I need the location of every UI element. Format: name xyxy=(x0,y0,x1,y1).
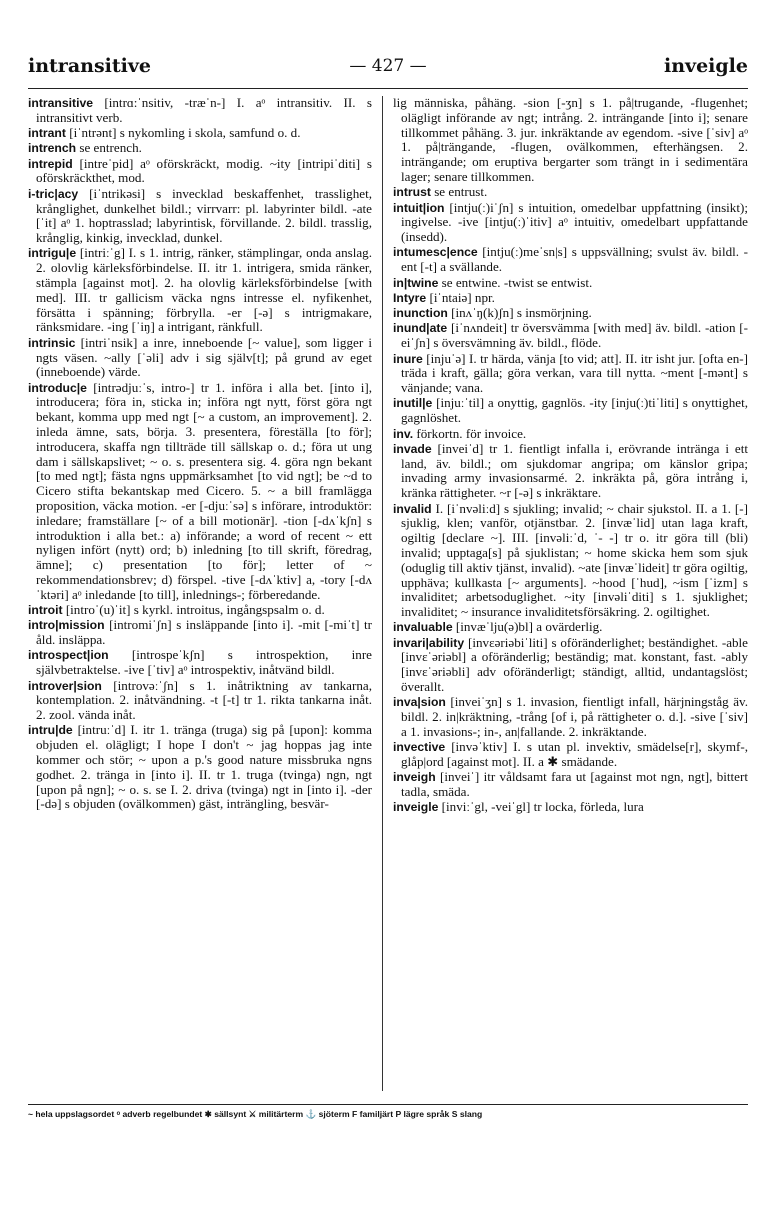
dictionary-entry xyxy=(393,740,748,770)
left-column xyxy=(28,96,372,1094)
dictionary-entry xyxy=(28,187,372,246)
entry-definition: [introspeˈkʃn] s introspektion, inre självbetraktelse. -ive [ˈtiv] aᵒ introspektiv, inåtvänd bildl. xyxy=(36,647,372,678)
dictionary-entry xyxy=(393,352,748,396)
dictionary-entry xyxy=(393,770,748,800)
entry-definition: [intriːˈg] I. s 1. intrig, ränker, stämplingar, onda anslag. 2. olovlig kärleksförbindelse. II. itr 1. intrigera, smida ränker, stämpla [against mot]. 2. ha olovlig kärleksförbindelse [with med]. III. tr gallicism väcka ngns intresse el. nyfikenhet, försätta i spänning; förbrylla. -er [-ə] s intrigmakare, ränksmidare. -ing [ˈiŋ] a intrigant, ränkfull. xyxy=(36,245,372,335)
entry-definition: se entrench. xyxy=(79,140,142,156)
dictionary-entry xyxy=(28,157,372,187)
entry-headword: inure xyxy=(393,351,423,366)
entry-headword: intro|mission xyxy=(28,618,105,633)
dictionary-entry xyxy=(393,291,748,306)
entry-headword: intrepid xyxy=(28,156,73,171)
entry-definition: [injuˈə] I. tr härda, vänja [to vid; att]. II. itr isht jur. [ofta en-] träda i kraft, gälla; göra verkan, vara till nytta. ~ment [-mənt] s vänjande; vana. xyxy=(401,350,748,396)
dictionary-entry xyxy=(393,427,748,442)
entry-definition: [introvəːˈʃn] s 1. inåtriktning av tankarna, kontemplation. 2. inåtvändning. -t [-t] tr 1. rikta tankarna inåt. 2. zool. vända inåt. xyxy=(36,677,372,723)
entry-headword: inva|sion xyxy=(393,695,446,710)
dictionary-entry xyxy=(28,381,372,603)
dictionary-entry xyxy=(28,141,372,156)
entry-headword: invective xyxy=(393,740,446,755)
entry-headword: Intyre xyxy=(393,290,427,305)
dictionary-entry xyxy=(393,442,748,501)
dictionary-entry xyxy=(393,201,748,245)
dictionary-entry xyxy=(393,396,748,426)
entry-definition: [intruːˈd] I. itr 1. tränga (truga) sig på [upon]: komma objuden el. olägligt; I hope I don't ~ jag hoppas jag inte kommer och stör; ~ upon a p.'s good nature missbruka ngns godhet. 2. tränga in [into i]. II. tr 1. truga (tvinga) ngn, ngt [upon på ngn]; ~ o. s. se I. 2. driva (tvinga) ngt in [into i]. -der [-də] s objuden (ovälkommen) gäst, inträngling, besvär- xyxy=(36,722,372,812)
header-last-word: inveigle xyxy=(664,55,748,77)
entry-headword: intrant xyxy=(28,126,66,141)
entry-definition: [invæˈlju(ə)bl] a ovärderlig. xyxy=(455,619,603,635)
dictionary-entry xyxy=(393,636,748,695)
page-header xyxy=(28,55,748,83)
entry-headword: intumesc|ence xyxy=(393,245,478,260)
entry-headword: intrust xyxy=(393,185,431,200)
entry-headword: intuit|ion xyxy=(393,200,445,215)
entry-definition: [invəˈktiv] I. s utan pl. invektiv, smädelse[r], skymf-, glåp|ord [against mot]. II. a ✱ smädande. xyxy=(401,739,748,770)
entry-headword: inutil|e xyxy=(393,396,433,411)
dictionary-entry xyxy=(28,603,372,618)
header-rule xyxy=(28,88,748,89)
entry-definition: [intrədjuːˈs, intro-] tr 1. införa i alla bet. [into i], introducera; föra in, sticka in; införa ngt nytt, först göra ngt bekant, komma upp med ngt [~ a custom, an improvement]. 2. inleda ämne, sats, börja. 3. presentera, föreställa [to för]; introducera, skaffa ngn tillträde till sällskap o. d.; föra ut ung dam i sällskapslivet; ~ o. s. presentera sig. 4. göra ngn bekant [to med ngt]; fästa ngns uppmärksamhet [to vid ngt]; be ~d to Cicero stifta bekantskap med Cicero. 5. ~ a bill framlägga proposition, väcka motion. -er [-djuːˈsə] s införare, introduktör: inledare; framställare [~ of a bill motionär]. -tion [-dʌˈkʃn] s introduktion i alla bet.: a) införande; a word of recent ~ ett nyligen infört (nytt) ord; b) inledning [to till skrift, föredrag, ämne]; c) presentation [to för]; letter of ~ rekommendationsbrev; d) förspel. -tive [-dʌˈktiv] a, -tory [-dʌˈktəri] aᵒ inledande [to till], inlednings-; förberedande. xyxy=(36,379,372,602)
entry-definition: [intju(ː)iˈʃn] s intuition, omedelbar uppfattning (insikt); ingivelse. -ive [intju(ː)ˈitiv] aᵒ intuitiv, omedelbart uppfattande (insedd). xyxy=(401,199,748,245)
dictionary-entry xyxy=(393,245,748,275)
entry-definition: [introˈ(u)ˈit] s kyrkl. introitus, ingångspsalm o. d. xyxy=(65,602,325,618)
dictionary-entry xyxy=(28,336,372,380)
right-column xyxy=(393,96,748,1094)
dictionary-entry xyxy=(28,648,372,678)
entry-headword: introspect|ion xyxy=(28,648,109,663)
entry-headword: inund|ate xyxy=(393,321,448,336)
entry-definition: [iˈntaiə] npr. xyxy=(429,289,495,305)
entry-definition: [iˈnʌndeit] tr översvämma [with med] äv. bildl. -ation [-eiˈʃn] s översvämning äv. bildl., flöde. xyxy=(401,320,748,351)
entry-headword: introduc|e xyxy=(28,380,87,395)
dictionary-entry xyxy=(393,800,748,815)
dictionary-entry xyxy=(393,620,748,635)
dictionary-entry xyxy=(28,679,372,723)
entry-definition: [intriˈnsik] a inre, inneboende [~ value], som ligger i ngts väsen. ~ally [ˈəli] adv i sig själv[t]; på grund av eget (inneboende) värde. xyxy=(36,334,372,380)
dictionary-entry xyxy=(393,96,748,185)
entry-headword: intransitive xyxy=(28,96,94,110)
entry-headword: inveigh xyxy=(393,770,436,785)
dictionary-entry xyxy=(28,618,372,648)
entry-definition: [inʌˈŋ(k)ʃn] s insmörjning. xyxy=(451,305,592,321)
column-divider xyxy=(382,96,383,1091)
entry-headword: introit xyxy=(28,603,63,618)
entry-definition: [iˈntrənt] s nykomling i skola, samfund o. d. xyxy=(69,125,301,141)
entry-headword: inveigle xyxy=(393,800,439,815)
entry-headword: invalid xyxy=(393,501,432,516)
abbreviation-legend: ~ hela uppslagsordet ᵒ adverb regelbundet ✱ sällsynt ⚔ militärterm ⚓ sjöterm F familjärt P lägre språk S slang xyxy=(28,1104,748,1120)
entry-headword: in|twine xyxy=(393,275,439,290)
entry-definition: förkortn. för invoice. xyxy=(416,425,527,441)
dictionary-entry xyxy=(393,321,748,351)
entry-definition: se entwine. -twist se entwist. xyxy=(441,274,593,290)
entry-definition: [intromiˈʃn] s insläppande [into i]. -mit [-miˈt] tr åld. insläppa. xyxy=(36,617,372,648)
entry-definition: se entrust. xyxy=(434,184,488,200)
dictionary-entry xyxy=(393,695,748,739)
dictionary-entry xyxy=(28,126,372,141)
entry-definition: [inveiˈʒn] s 1. invasion, fientligt infall, härjningståg äv. bildl. 2. in|kräktning, -trång [of i, på rättigheter o. d.]. -sive [ˈsiv] a 1. invasions-; in-, an|fallande. 2. inkräktande. xyxy=(401,694,748,739)
dictionary-entry xyxy=(393,185,748,200)
header-first-word: intransitive xyxy=(28,55,151,77)
entry-definition: [inveiˈd] tr 1. fientligt infalla i, erövrande intränga i ett land, äv. bildl.; om sjukdomar angripa; om känslor gripa; invading army invasionsarmé. 2. inkräkta på, göra intrång i, kränka rättigheter. ~r [-ə] s inkräktare. xyxy=(401,440,748,501)
entry-definition: [inviːˈgl, -veiˈgl] tr locka, förleda, lura xyxy=(441,799,644,815)
entry-definition: I. [iˈnvəliːd] s sjukling; invalid; ~ chair sjukstol. II. a 1. [-] sjuklig, klen; vanför, otjänstbar. 2. [invæˈlid] utan laga kraft, ogiltig [declare ~]. III. [invəliːˈd, ˈ- -] tr o. itr göra till (bli) invalid; upptaga[s] på sjuklistan; ~ home skicka hem som sjuk (oduglig till aktiv tjänst, invalid). ~ate [invæˈlideit] tr göra ogiltig, upphäva; kullkasta [~ arguments]. ~hood [ˈhud], ~ism [ˈizm] s invaliditet; arbetsoduglighet. ~ity [invəliˈditi] s 1. sjuklighet; invaliditet; ~ insurance invaliditetsförsäkring. 2. ogiltighet. xyxy=(401,500,748,620)
dictionary-entry xyxy=(393,502,748,620)
entry-headword: invari|ability xyxy=(393,635,465,650)
dictionary-entry xyxy=(28,96,372,126)
entry-definition: [inveiˈ] itr våldsamt fara ut [against mot ngn, ngt], bittert tadla, smäda. xyxy=(401,769,748,800)
entry-definition: [injuːˈtil] a onyttig, gagnlös. -ity [inju(ː)tiˈliti] s onyttighet, gagnlöshet. xyxy=(401,395,748,426)
dictionary-entry xyxy=(28,246,372,335)
entry-definition: [intreˈpid] aᵒ oförskräckt, modig. ~ity [intripiˈditi] s oförskräckthet, mod. xyxy=(36,155,372,186)
entry-headword: invade xyxy=(393,441,432,456)
entry-headword: inv. xyxy=(393,426,414,441)
entry-headword: invaluable xyxy=(393,620,453,635)
entry-headword: i-tric|acy xyxy=(28,186,79,201)
entry-headword: intrench xyxy=(28,141,77,156)
entry-definition: [intrɑ:ˈnsitiv, -træˈn-] I. aᵒ intransitiv. II. s intransitivt verb. xyxy=(36,96,372,125)
entry-definition: [iˈntrikəsi] s invecklad beskaffenhet, trasslighet, krånglighet, dunkelhet bildl.; virrvarr: pl. labyrinter bildl. -ate [ˈit] aᵒ 1. hoptrasslad; labyrintisk, förvillande. 2. bildl. trasslig, krånglig, kinkig, invecklad, dunkel. xyxy=(36,185,372,246)
entry-definition: [intju(ː)meˈsn|s] s uppsvällning; svulst äv. bildl. -ent [-t] a svällande. xyxy=(401,244,748,275)
entry-headword: intrinsic xyxy=(28,335,76,350)
entry-headword: inunction xyxy=(393,306,448,321)
dictionary-entry xyxy=(28,723,372,812)
entry-headword: introver|sion xyxy=(28,678,102,693)
entry-definition: lig människa, påhäng. -sion [-ʒn] s 1. på|trugande, -flugenhet; olägligt införande av ngt; intrång. 2. inträngande [into i]; senare tillkommet påhäng. 3. jur. inkräktande av egendom. -sive [ˈsiv] aᵒ 1. på|trängande, -flugen, ovälkommen, efterhängsen. 2. inträngande; om eruptiva bergarter som trängt in i sedimentära lager; senare tillkommen. xyxy=(393,96,748,184)
entry-headword: intrigu|e xyxy=(28,246,77,261)
entry-headword: intru|de xyxy=(28,723,73,738)
entry-definition: [invɛəriəbiˈliti] s oföränderlighet; beständighet. -able [invɛˈəriəbl] a oföränderlig; beständig; mat. konstant, fast. -ably [invɛˈəriəbli] adv oföränderligt; ständigt, alltid, undantagslöst; överallt. xyxy=(401,634,748,695)
page-number: — 427 — xyxy=(349,56,427,76)
dictionary-entry xyxy=(393,306,748,321)
dictionary-entry xyxy=(393,276,748,291)
